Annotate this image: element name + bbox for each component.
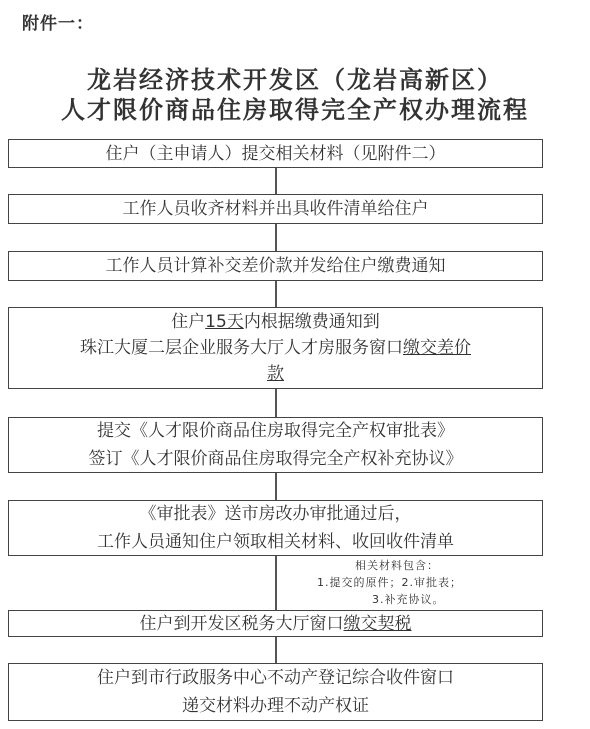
connector-3: [275, 281, 277, 307]
flow-step-6-line1: 《审批表》送市房改办审批通过后，: [139, 504, 412, 524]
connector-6: [275, 556, 277, 610]
flow-step-4: [8, 307, 543, 389]
flow-step-1: [8, 139, 543, 168]
flow-title-line2: 人才限价商品住房取得完全产权办理流程: [61, 95, 529, 124]
flow-title-line1: 龙岩经济技术开发区（龙岩高新区）: [87, 65, 503, 94]
flow-step-6-line2: 工作人员通知住户领取相关材料、收回收件清单: [97, 532, 454, 552]
flow-step-3: [8, 251, 543, 281]
flow-step-5: [8, 417, 543, 473]
flow-step-4-line1-a: 住户: [171, 312, 206, 332]
flow-step-5-line1: 提交《人才限价商品住房取得完全产权审批表》: [97, 421, 454, 441]
flow-step-6: [8, 500, 543, 556]
flow-step-5-line2: 签订《人才限价商品住房取得完全产权补充协议》: [88, 449, 463, 469]
flow-step-4-line3: 款: [267, 364, 284, 384]
flow-step-4-line1-c: 内根据缴费通知到: [243, 312, 380, 332]
deed-tax-emphasis: 缴交契税: [343, 613, 412, 634]
flow-step-4-line2-a: 珠江大厦二层企业服务大厅人才房服务窗口: [80, 338, 403, 358]
connector-4: [275, 389, 277, 417]
connector-2: [275, 224, 277, 251]
connector-1: [275, 167, 277, 194]
flow-step-7-text: [140, 610, 412, 638]
materials-note-line3: 3.补充协议。: [372, 593, 445, 606]
flow-step-4-line2: [80, 335, 471, 361]
connector-7: [275, 637, 277, 663]
flow-step-8: [8, 663, 543, 721]
flow-step-7: [8, 610, 543, 637]
flow-step-8-line2: 递交材料办理不动产权证: [182, 696, 369, 716]
connector-5: [275, 473, 277, 500]
flow-step-4-line1: [171, 309, 380, 335]
materials-note-line2: 1.提交的原件；2.审批表；: [317, 576, 462, 589]
flow-step-8-line1: 住户到市行政服务中心不动产登记综合收件窗口: [97, 668, 454, 688]
materials-note-line1: 相关材料包含：: [355, 559, 439, 572]
flow-step-2: [8, 194, 543, 224]
pay-difference-emphasis: 缴交差价: [403, 338, 471, 358]
attachment-label: 附件一：: [22, 14, 94, 34]
flow-step-3-text: 工作人员计算补交差价款并发给住户缴费通知: [105, 256, 446, 276]
flow-step-7-a: 住户到开发区税务大厅窗口: [139, 613, 344, 634]
flow-step-2-text: 工作人员收齐材料并出具收件清单给住户: [122, 199, 429, 219]
deadline-days: 15天: [205, 312, 244, 332]
flow-step-1-text: 住户（主申请人）提交相关材料（见附件二）: [105, 143, 446, 164]
